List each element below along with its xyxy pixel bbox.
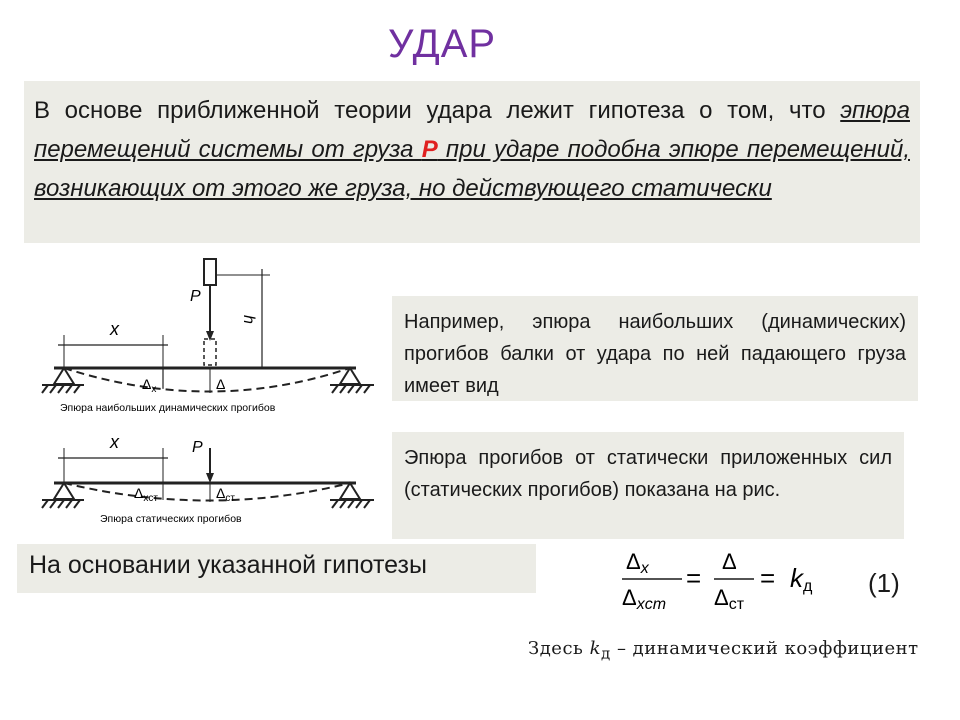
intro-box [24,81,920,243]
svg-text:Δx [142,376,156,395]
deflection-curve [64,368,350,392]
svg-text:Δx: Δx [626,549,649,577]
formula [620,543,830,615]
svg-text:=: = [686,563,702,593]
svg-text:Δxст: Δxст [622,585,667,613]
h-label: h [240,315,257,324]
falling-load [204,259,216,285]
static-caption: Эпюра статических прогибов [100,513,242,525]
svg-text:=: = [760,563,776,593]
static-example-text: Эпюра прогибов от статически приложенных сил (статических прогибов) показана на рис. [404,447,892,501]
dynamic-caption: Эпюра наибольших динамических прогибов [60,402,276,414]
x-label: x [110,319,119,339]
svg-text:kд: kд [790,563,813,595]
static-deflection-diagram [38,430,378,530]
dynamic-example-box [392,296,918,401]
load-label: P [192,439,203,456]
delta-x-label: Δ [142,376,152,392]
delta-st-sub: ст [225,493,235,504]
svg-text:Δ: Δ [722,549,737,574]
basis-text: На основании указанной гипотезы [29,551,427,579]
delta-label: Δ [216,376,226,392]
coefficient-note: Здесь $k_д$ – динамический коэффициент [528,638,919,663]
right-support [340,483,360,499]
right-support [340,368,360,384]
delta-xst-sub: xст [143,493,158,504]
dynamic-deflection-diagram [38,255,378,420]
delta-st-label: Δ [216,485,226,501]
equation-number: (1) [868,568,900,598]
delta-xst-label: Δ [134,485,144,501]
load-symbol: Р [421,136,438,163]
delta-x-sub: x [151,384,157,395]
deflection-curve [64,483,350,501]
basis-box [17,544,536,593]
static-example-box [392,432,904,539]
hypothesis-text: эпюра перемещений системы от груза Р при ударе подобна эпюре перемещений, возникающих от этого же груза, но действующего статически [34,97,910,202]
dynamic-example-text: Например, эпюра наибольших (динамических) прогибов балки от удара по ней падающего груза имеет вид [404,311,906,397]
svg-text:Δxст [134,485,158,504]
page-title: УДАР [388,22,497,66]
intro-text: В основе приближенной теории удара лежит гипотеза о том, что эпюра перемещений системы от груза Р при ударе подобна эпюре перемещений, возникающих от этого же груза, но действующего статически [34,97,910,202]
svg-text:Δст: Δст [714,585,745,613]
load-label: P [190,288,201,305]
x-label: x [110,432,119,452]
